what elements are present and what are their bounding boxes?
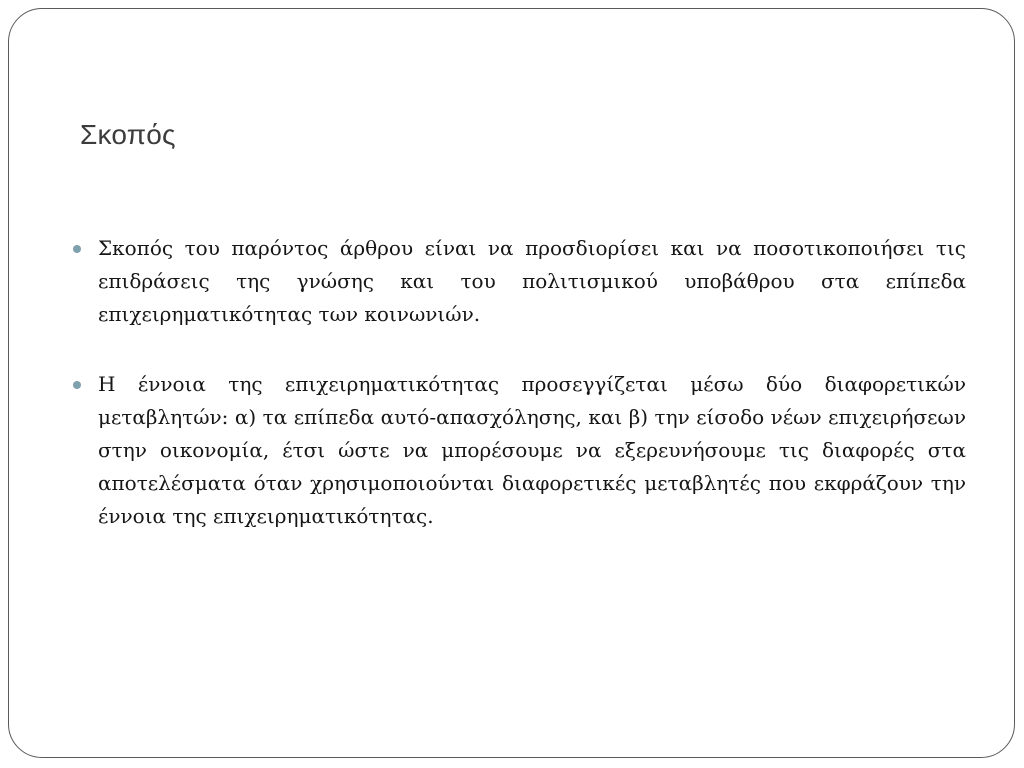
slide-frame	[8, 8, 1015, 758]
bullet-item	[73, 232, 966, 331]
bullet-text: Η έννοια της επιχειρηματικότητας προσεγγίζεται μέσω δύο διαφορετικών μεταβλητών: α) τα επίπεδα αυτό-απασχόλησης, και β) την είσοδο νέων επιχειρήσεων στην οικονομία, έτσι ώστε να μπορέσουμε να εξερευνήσουμε τις διαφορές στα αποτελέσματα όταν χρησιμοποιούνται διαφορετικές μεταβλητές που εκφράζουν την έννοια της επιχειρηματικότητας.	[98, 372, 966, 528]
bullet-text: Σκοπός του παρόντος άρθρου είναι να προσδιορίσει και να ποσοτικοποιήσει τις επιδράσεις της γνώσης και του πολιτισμικού υποβάθρου στα επίπεδα επιχειρηματικότητας των κοινωνιών.	[98, 236, 966, 326]
bullet-dot-icon	[73, 245, 81, 253]
bullet-list	[73, 232, 966, 570]
bullet-item	[73, 368, 966, 533]
slide-title: Σκοπός	[80, 119, 176, 150]
bullet-dot-icon	[73, 381, 81, 389]
